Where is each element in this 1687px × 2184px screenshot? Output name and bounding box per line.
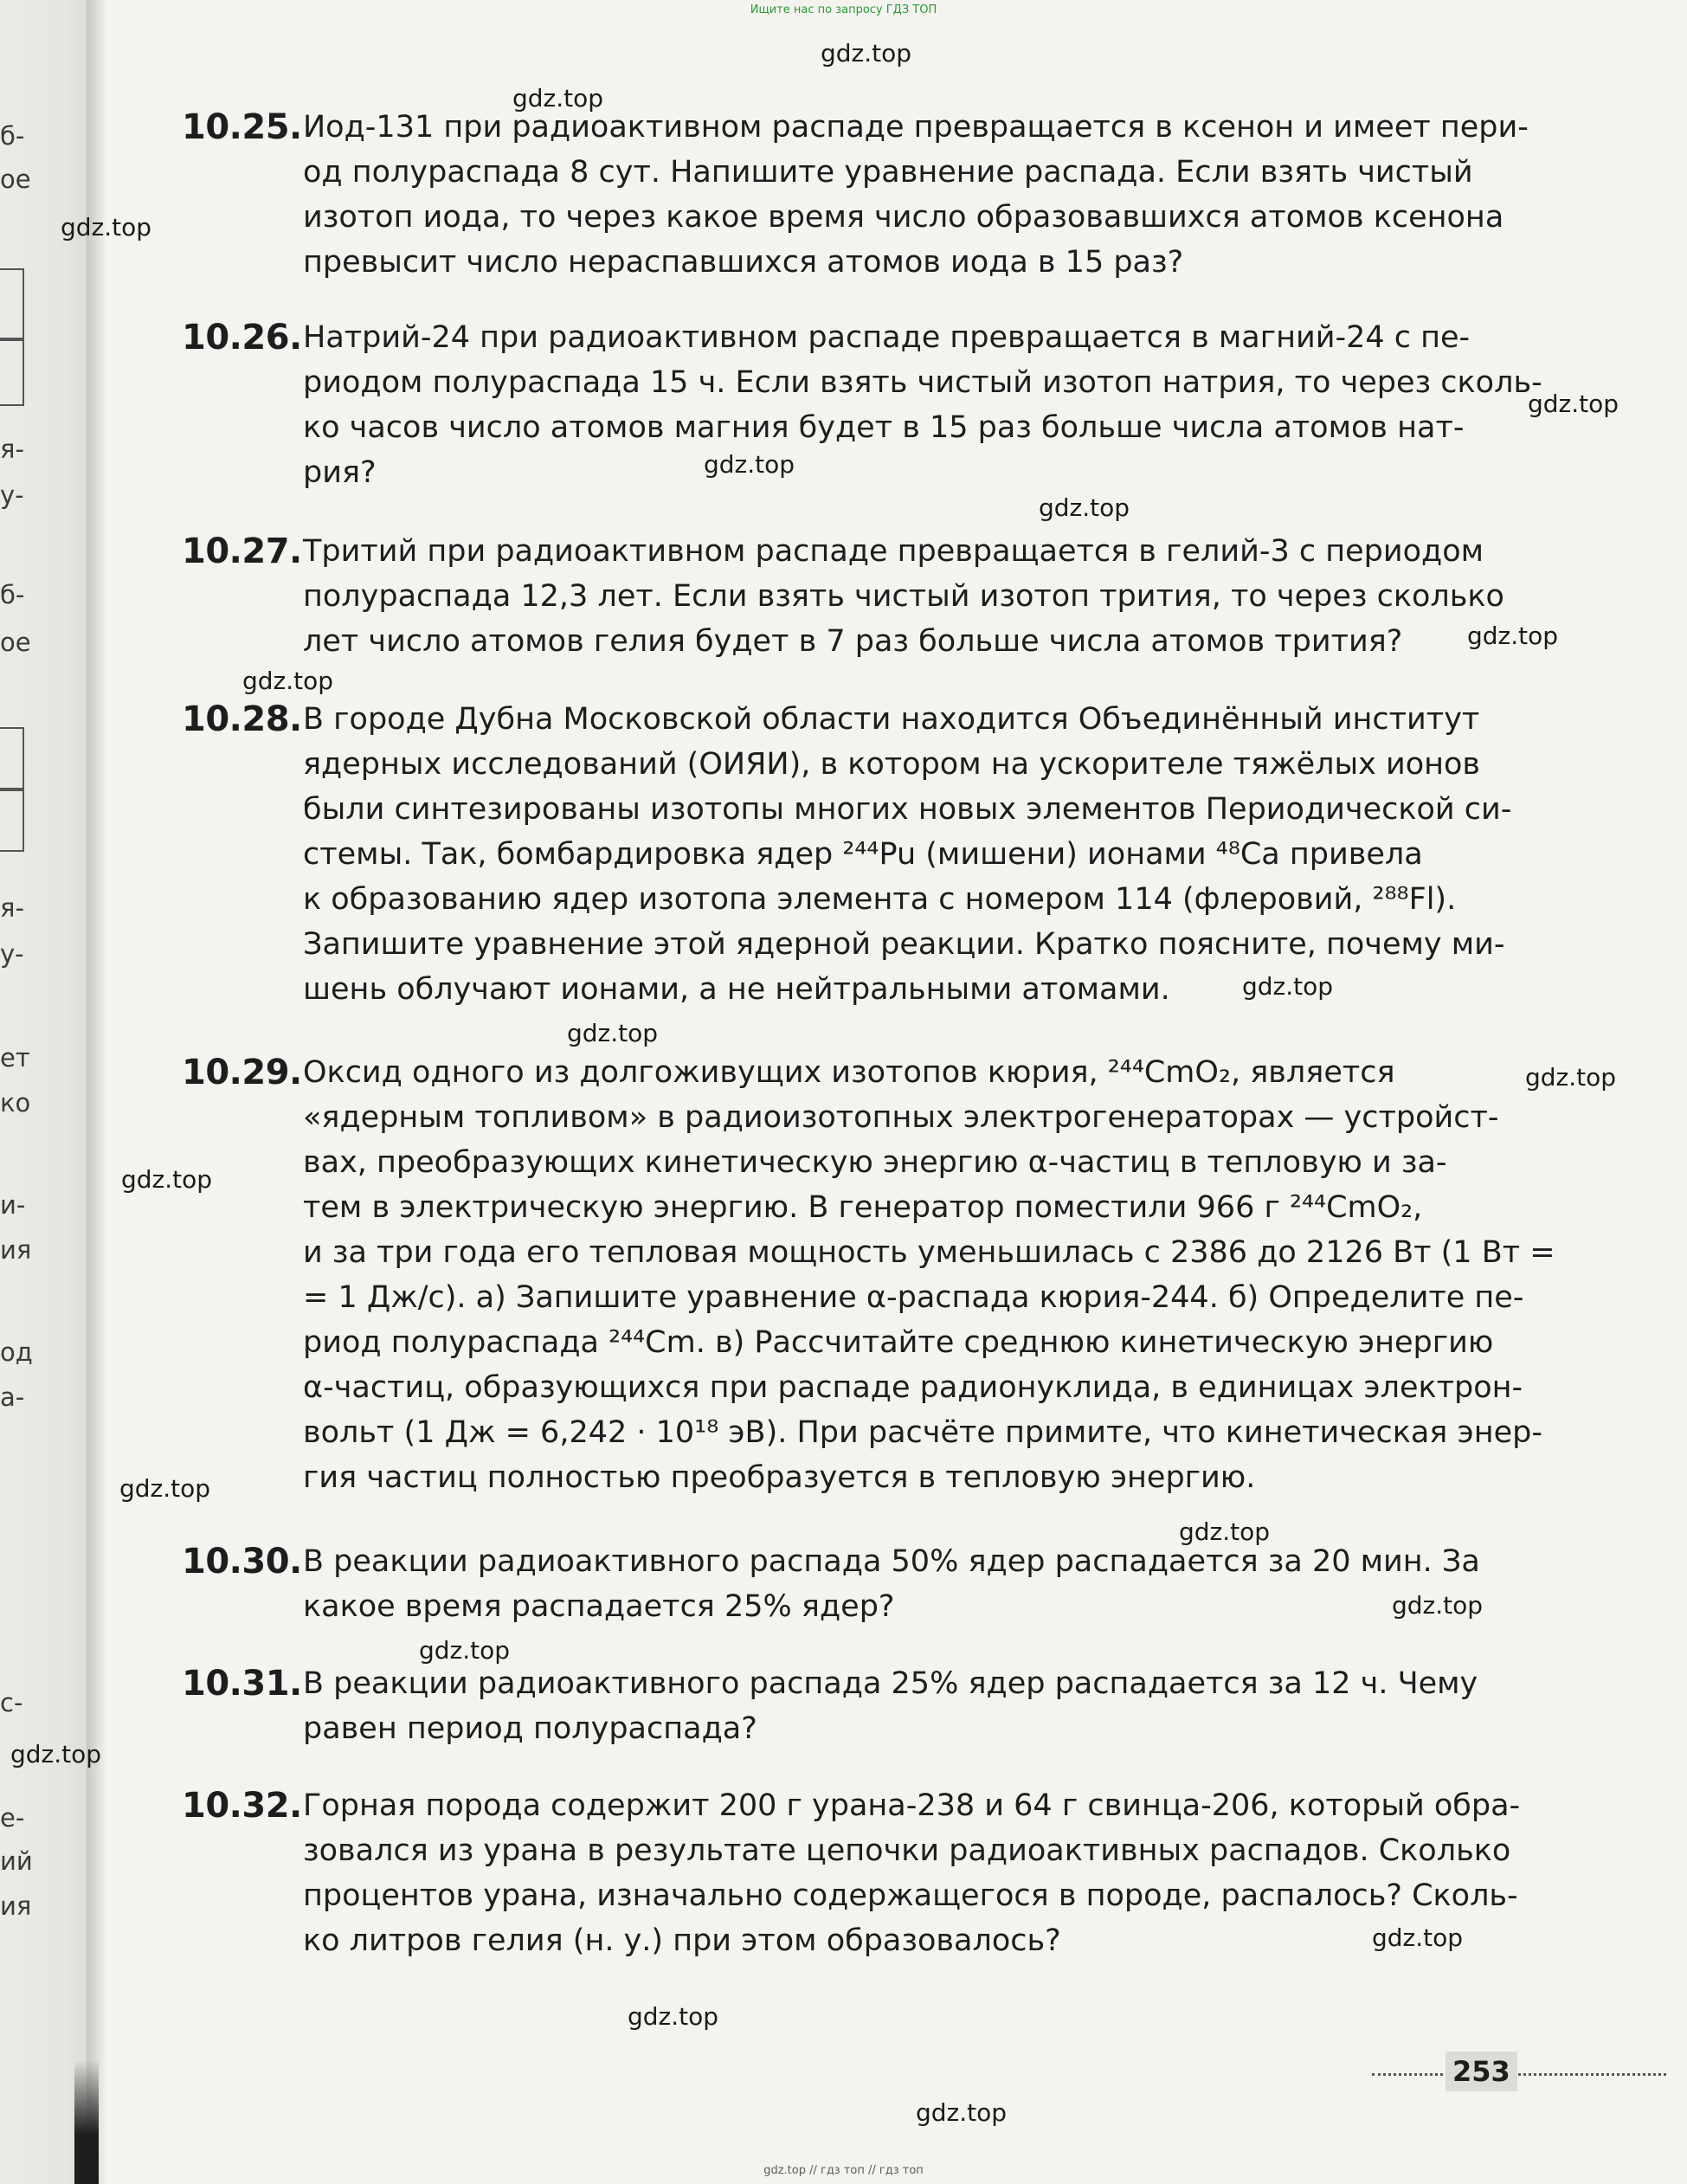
problem-10-29 <box>182 1050 1555 1500</box>
watermark: gdz.top <box>567 1019 659 1047</box>
problem-number: 10.27. <box>182 532 302 571</box>
watermark: gdz.top <box>419 1636 511 1665</box>
watermark: gdz.top <box>61 213 152 242</box>
edge-table-fragment <box>0 788 24 852</box>
watermark: gdz.top <box>242 667 334 695</box>
problem-number: 10.29. <box>182 1053 302 1092</box>
text-line: зовался из урана в результате цепочки радиоактивных распадов. Сколько <box>303 1833 1511 1868</box>
text-line: «ядерным топливом» в радиоизотопных электрогенераторах — устройст- <box>303 1100 1499 1135</box>
edge-fragment: е- <box>0 1803 25 1833</box>
edge-fragment: ко <box>0 1088 31 1118</box>
watermark: gdz.top <box>1372 1923 1464 1952</box>
watermark: gdz.top <box>512 84 604 113</box>
problem-number: 10.30. <box>182 1542 302 1582</box>
watermark: gdz.top <box>1242 972 1334 1001</box>
edge-fragment: а- <box>0 1382 25 1412</box>
text-line: α-частиц, образующихся при распаде радионуклида, в единицах электрон- <box>303 1370 1523 1405</box>
text-line: Горная порода содержит 200 г урана-238 и 64 г свинца-206, который обра- <box>303 1788 1521 1823</box>
problem-text <box>303 1539 1506 1629</box>
watermark: gdz.top <box>1528 390 1619 418</box>
text-line: В реакции радиоактивного распада 25% ядер распадается за 12 ч. Чему <box>303 1666 1478 1701</box>
bottom-banner: gdz.top // гдз топ // гдз топ <box>763 2164 924 2177</box>
text-line: тем в электрическую энергию. В генератор поместили 966 г ²⁴⁴CmO₂, <box>303 1190 1423 1225</box>
problem-text <box>303 105 1529 285</box>
problem-text <box>303 1783 1521 1963</box>
text-line: Натрий-24 при радиоактивном распаде превращается в магний-24 с пе- <box>303 320 1471 355</box>
text-line: В городе Дубна Московской области находится Объединённый институт <box>303 702 1480 737</box>
edge-table-fragment <box>0 727 24 791</box>
text-line: процентов урана, изначально содержащегося в породе, распалось? Сколь- <box>303 1878 1518 1913</box>
problem-text <box>303 1050 1555 1500</box>
edge-table-fragment <box>0 268 24 341</box>
edge-fragment: я- <box>0 893 24 923</box>
problem-10-27 <box>182 529 1506 664</box>
edge-fragment: у- <box>0 480 24 510</box>
watermark: gdz.top <box>704 450 795 479</box>
text-line: Запишите уравнение этой ядерной реакции. Кратко поясните, почему ми- <box>303 927 1505 962</box>
watermark: gdz.top <box>1525 1063 1617 1092</box>
watermark: gdz.top <box>1179 1517 1271 1546</box>
problem-10-26 <box>182 315 1542 495</box>
watermark: gdz.top <box>10 1740 102 1768</box>
text-line: и за три года его тепловая мощность уменьшилась с 2386 до 2126 Вт (1 Вт = <box>303 1235 1555 1270</box>
text-line: В реакции радиоактивного распада 50% ядер распадается за 20 мин. За <box>303 1544 1480 1579</box>
text-line: Иод-131 при радиоактивном распаде превращается в ксенон и имеет пери- <box>303 110 1529 145</box>
text-line: риодом полураспада 15 ч. Если взять чистый изотоп натрия, то через сколь- <box>303 365 1542 400</box>
watermark: gdz.top <box>821 39 912 68</box>
watermark: gdz.top <box>1392 1591 1484 1620</box>
edge-fragment: я- <box>0 435 24 464</box>
text-line: гия частиц полностью преобразуется в тепловую энергию. <box>303 1460 1256 1495</box>
problem-number: 10.32. <box>182 1786 302 1826</box>
text-line: какое время распадается 25% ядер? <box>303 1589 895 1624</box>
text-line: равен период полураспада? <box>303 1711 757 1746</box>
problem-10-32 <box>182 1783 1521 1963</box>
problem-10-30 <box>182 1539 1506 1629</box>
problem-10-25 <box>182 105 1529 285</box>
text-line: Тритий при радиоактивном распаде превращается в гелий-3 с периодом <box>303 534 1484 569</box>
text-line: ко литров гелия (н. у.) при этом образовалось? <box>303 1923 1061 1958</box>
book-spine-shadow <box>87 0 106 2184</box>
problem-text <box>303 315 1542 495</box>
problem-text <box>303 1661 1506 1751</box>
problem-number: 10.28. <box>182 699 302 739</box>
text-line: к образованию ядер изотопа элемента с номером 114 (флеровий, ²⁸⁸Fl). <box>303 882 1457 917</box>
problem-number: 10.31. <box>182 1664 302 1704</box>
watermark: gdz.top <box>1039 493 1130 522</box>
page-number: 253 <box>1446 2052 1517 2091</box>
text-line: стемы. Так, бомбардировка ядер ²⁴⁴Pu (мишени) ионами ⁴⁸Ca привела <box>303 837 1423 872</box>
top-banner: Ищите нас по запросу ГДЗ ТОП <box>750 3 937 16</box>
text-line: вах, преобразующих кинетическую энергию α-частиц в тепловую и за- <box>303 1145 1447 1180</box>
text-line: шень облучают ионами, а не нейтральными атомами. <box>303 972 1170 1007</box>
edge-fragment: ое <box>0 628 31 657</box>
edge-table-fragment <box>0 338 24 406</box>
problem-text <box>303 697 1512 1012</box>
edge-fragment: и- <box>0 1190 26 1220</box>
text-line: превысит число нераспавшихся атомов иода в 15 раз? <box>303 245 1184 280</box>
watermark: gdz.top <box>1467 622 1559 650</box>
edge-fragment: од <box>0 1337 33 1367</box>
text-line: полураспада 12,3 лет. Если взять чистый изотоп трития, то через сколько <box>303 579 1504 614</box>
text-line: вольт (1 Дж = 6,242 · 10¹⁸ эВ). При расчёте примите, что кинетическая энер- <box>303 1415 1542 1450</box>
edge-fragment: ия <box>0 1891 32 1921</box>
edge-fragment: ет <box>0 1043 30 1073</box>
text-line: Оксид одного из долгоживущих изотопов кюрия, ²⁴⁴CmO₂, является <box>303 1055 1395 1090</box>
edge-fragment: ий <box>0 1846 33 1876</box>
edge-fragment: б- <box>0 121 25 151</box>
edge-fragment: б- <box>0 580 25 609</box>
edge-fragment: у- <box>0 939 24 969</box>
edge-fragment: с- <box>0 1688 23 1717</box>
page-number-leader-dots <box>1372 2073 1666 2078</box>
text-line: ядерных исследований (ОИЯИ), в котором на ускорителе тяжёлых ионов <box>303 747 1481 782</box>
text-line: изотоп иода, то через какое время число образовавшихся атомов ксенона <box>303 200 1504 235</box>
text-line: были синтезированы изотопы многих новых элементов Периодической си- <box>303 792 1512 827</box>
problem-number: 10.26. <box>182 318 302 358</box>
problem-number: 10.25. <box>182 107 302 147</box>
watermark: gdz.top <box>628 2002 719 2031</box>
watermark: gdz.top <box>916 2098 1008 2127</box>
text-line: ко часов число атомов магния будет в 15 раз больше числа атомов нат- <box>303 410 1465 445</box>
problem-10-28 <box>182 697 1512 1012</box>
text-line: = 1 Дж/с). а) Запишите уравнение α-распада кюрия-244. б) Определите пе- <box>303 1280 1524 1315</box>
problem-text <box>303 529 1506 664</box>
edge-fragment: ое <box>0 164 31 194</box>
edge-fragment: ия <box>0 1235 32 1265</box>
text-line: риод полураспада ²⁴⁴Cm. в) Рассчитайте среднюю кинетическую энергию <box>303 1325 1494 1360</box>
watermark: gdz.top <box>121 1165 213 1194</box>
text-line: лет число атомов гелия будет в 7 раз больше числа атомов трития? <box>303 624 1403 659</box>
watermark: gdz.top <box>119 1474 211 1503</box>
text-line: рия? <box>303 455 377 490</box>
problem-10-31 <box>182 1661 1506 1751</box>
text-line: од полураспада 8 сут. Напишите уравнение распада. Если взять чистый <box>303 155 1473 190</box>
